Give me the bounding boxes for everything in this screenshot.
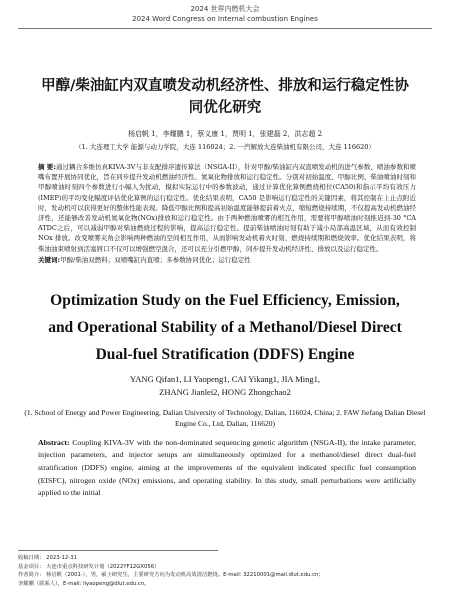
authors-en-line2: ZHANG Jianlei2, HONG Zhongchao2 <box>159 386 291 397</box>
keywords-cn-text: 甲醇/柴油双燃料；双喷嘴缸内直喷；多参数协同优化；运行稳定性 <box>60 255 251 264</box>
page-header <box>0 0 450 24</box>
footer-corresponding: 李耀鹏（联系人），E-mail: liyaopeng@dlut.edu.cn。 <box>18 580 150 587</box>
footer-received: 收稿日期： 2023-12-31 <box>18 555 77 561</box>
keywords-cn <box>38 255 416 265</box>
abstract-en-label: Abstract: <box>38 437 70 447</box>
footer-fund: 基金项目： 大连市重点科技研发计划（2022YF12GX056） <box>18 563 160 570</box>
footer-author-info: 作者简介： 杨启帆（2001-），男，硕士研究生，主要研究方向为发动机高效清洁燃烧。E-mail: 32210001@mail.dlut.edu.cn; <box>18 572 321 579</box>
footer-divider <box>18 550 218 551</box>
keywords-cn-label: 关键词: <box>38 255 61 264</box>
authors-en-line1: YANG Qifan1, LI Yaopeng1, CAI Yikang1, JIA Ming1, <box>130 373 320 384</box>
abstract-cn <box>38 162 416 254</box>
conference-title-cn: 2024 世界内燃机大会 <box>190 5 260 13</box>
header-divider <box>18 28 432 29</box>
affiliation-en: (1. School of Energy and Power Engineering, Dalian University of Technology, Dalian, 116024, China; 2. FAW Jiefang Dalian Diesel Engine Co., Ltd, Dalian, 116620) <box>24 407 426 428</box>
authors-cn: 杨启帆 1，李耀鹏 1，蔡义康 1，贾明 1，张建磊 2，洪志超 2 <box>127 130 323 138</box>
page-footer <box>18 550 432 588</box>
abstract-en <box>38 437 416 500</box>
conference-title-en: 2024 Word Congress on Internal combustion Engines <box>132 15 318 23</box>
abstract-en-text: Coupling KIVA-3V with the non-dominated sequencing genetic algorithm (NSGA-II), the intake parameter, injection parameters, and injector setups are simultaneously optimized for a methanol/diesel direct dual-fuel stratification (DDFS) engine, aiming at the improvements of the equivalent indicated specific fuel consumption (EISFC), nitrogen oxide (NOx) emissions, and operating stability. In this study, small perturbations were artificially applied to the initial <box>38 437 416 498</box>
affiliation-cn: （1. 大连理工大学 能源与动力学院，大连 116024；2. 一汽解放大连柴油机有限公司，大连 116620） <box>75 143 375 151</box>
paper-title-cn: 甲醇/柴油缸内双直喷发动机经济性、排放和运行稳定性协同优化研究 <box>41 78 409 116</box>
abstract-cn-text: 通过耦合多维仿真KIVA-3V与非支配排序遗传算法（NSGA-II），针对甲醇/柴油缸内双直喷发动机的进气参数、喷油参数和喷嘴布置开展协同优化，旨在同步提升发动机燃油经济性、氮氧化物排放和运行稳定性。分别对初始温度、甲醇比例、柴油喷油时刻和甲醇喷油时刻四个参数进行小幅人为扰动，模拟实际运行中的参数波动，通过计算优化算例燃烧相位(CA50)和指示平均有效压力(IMEP)的平均变化幅度评估优化算例的运行稳定性。优化结果表明，CA50 是影响运行稳定性的关键因素，将其控制在上止点附近时，发动机可以获得更好的整体性能表现。降低甲醇比例和提高初始温度能够提前着火点，缩短燃烧持续期，不仅提高发动机燃油经济性，还能够改善发动机氮氧化物(NOx)排放和运行稳定性。由于两种燃油喷雾的相互作用，需要将甲醇喷油时刻推迟到-30 °CA ATDC之后，可以减弱甲醇对柴油燃烧过程的影响，提高运行稳定性。提前柴油喷油时刻有助于减小局部高温区域，从而有效控制 NOx 排放。改变喷雾夹角会影响两种燃油的空间相互作用，从而影响发动机着火时刻、燃烧持续期和燃烧效率。优化结果表明，将柴油油束喷射到活塞唇口不仅可以增强燃空混合，还可以充分引燃甲醇，同步提升发动机经济性、排放以及运行稳定性。 <box>38 163 416 253</box>
paper-title-en: Optimization Study on the Fuel Efficiency, Emission, and Operational Stability of a Methanol/Diesel Direct Dual-fuel Stratification (DDFS) Engine <box>48 291 402 363</box>
authors-en <box>50 373 400 399</box>
abstract-cn-label: 摘 要: <box>38 163 56 171</box>
